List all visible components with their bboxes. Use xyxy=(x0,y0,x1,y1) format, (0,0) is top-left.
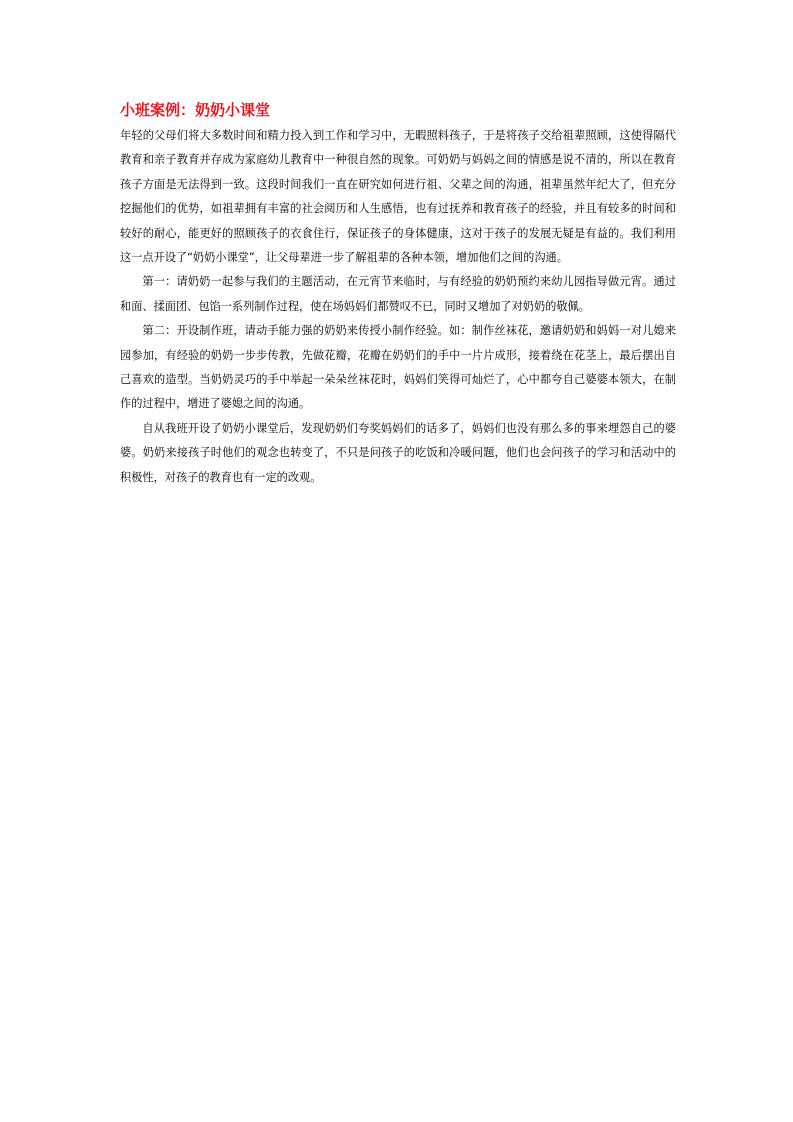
document-title: 小班案例：奶奶小课堂 xyxy=(120,101,271,119)
intro-paragraph: 年轻的父母们将大多数时间和精力投入到工作和学习中，无暇照料孩子，于是将孩子交给祖辈照顾，这使得隔代教育和亲子教育并存成为家庭幼儿教育中一种很自然的现象。可奶奶与妈妈之间的情感是说不清的，所以在教育孩子方面是无法得到一致。这段时间我们一直在研究如何进行祖、父辈之间的沟通，祖辈虽然年纪大了，但充分挖掘他们的优势，如祖辈拥有丰富的社会阅历和人生感悟，也有过抚养和教育孩子的经验，并且有较多的时间和较好的耐心，能更好的照顾孩子的衣食住行，保证孩子的身体健康，这对于孩子的发展无疑是有益的。我们利用这一点开设了“奶奶小课堂”，让父母辈进一步了解祖辈的各种本领，增加他们之间的沟通。 xyxy=(120,129,676,265)
body-paragraph-first: 第一：请奶奶一起参与我们的主题活动，在元宵节来临时，与有经验的奶奶预约来幼儿园指导做元宵。通过和面、揉面团、包馅一系列制作过程，使在场妈妈们都赞叹不已，同时又增加了对奶奶的敬佩。 xyxy=(120,275,676,313)
document-page xyxy=(120,98,676,490)
conclusion-paragraph: 自从我班开设了奶奶小课堂后，发现奶奶们夸奖妈妈们的话多了，妈妈们也没有那么多的事来埋怨自己的婆婆。奶奶来接孩子时他们的观念也转变了，不只是问孩子的吃饭和冷暖问题，他们也会问孩子的学习和活动中的积极性，对孩子的教育也有一定的改观。 xyxy=(120,421,676,484)
body-paragraph-second: 第二：开设制作班，请动手能力强的奶奶来传授小制作经验。如：制作丝袜花，邀请奶奶和妈妈一对儿媳来园参加，有经验的奶奶一步步传教，先做花瓣，花瓣在奶奶们的手中一片片成形，接着绕在花茎上，最后摆出自己喜欢的造型。当奶奶灵巧的手中举起一朵朵丝袜花时，妈妈们笑得可灿烂了，心中都夸自己婆婆本领大，在制作的过程中，增进了婆媳之间的沟通。 xyxy=(120,324,676,411)
